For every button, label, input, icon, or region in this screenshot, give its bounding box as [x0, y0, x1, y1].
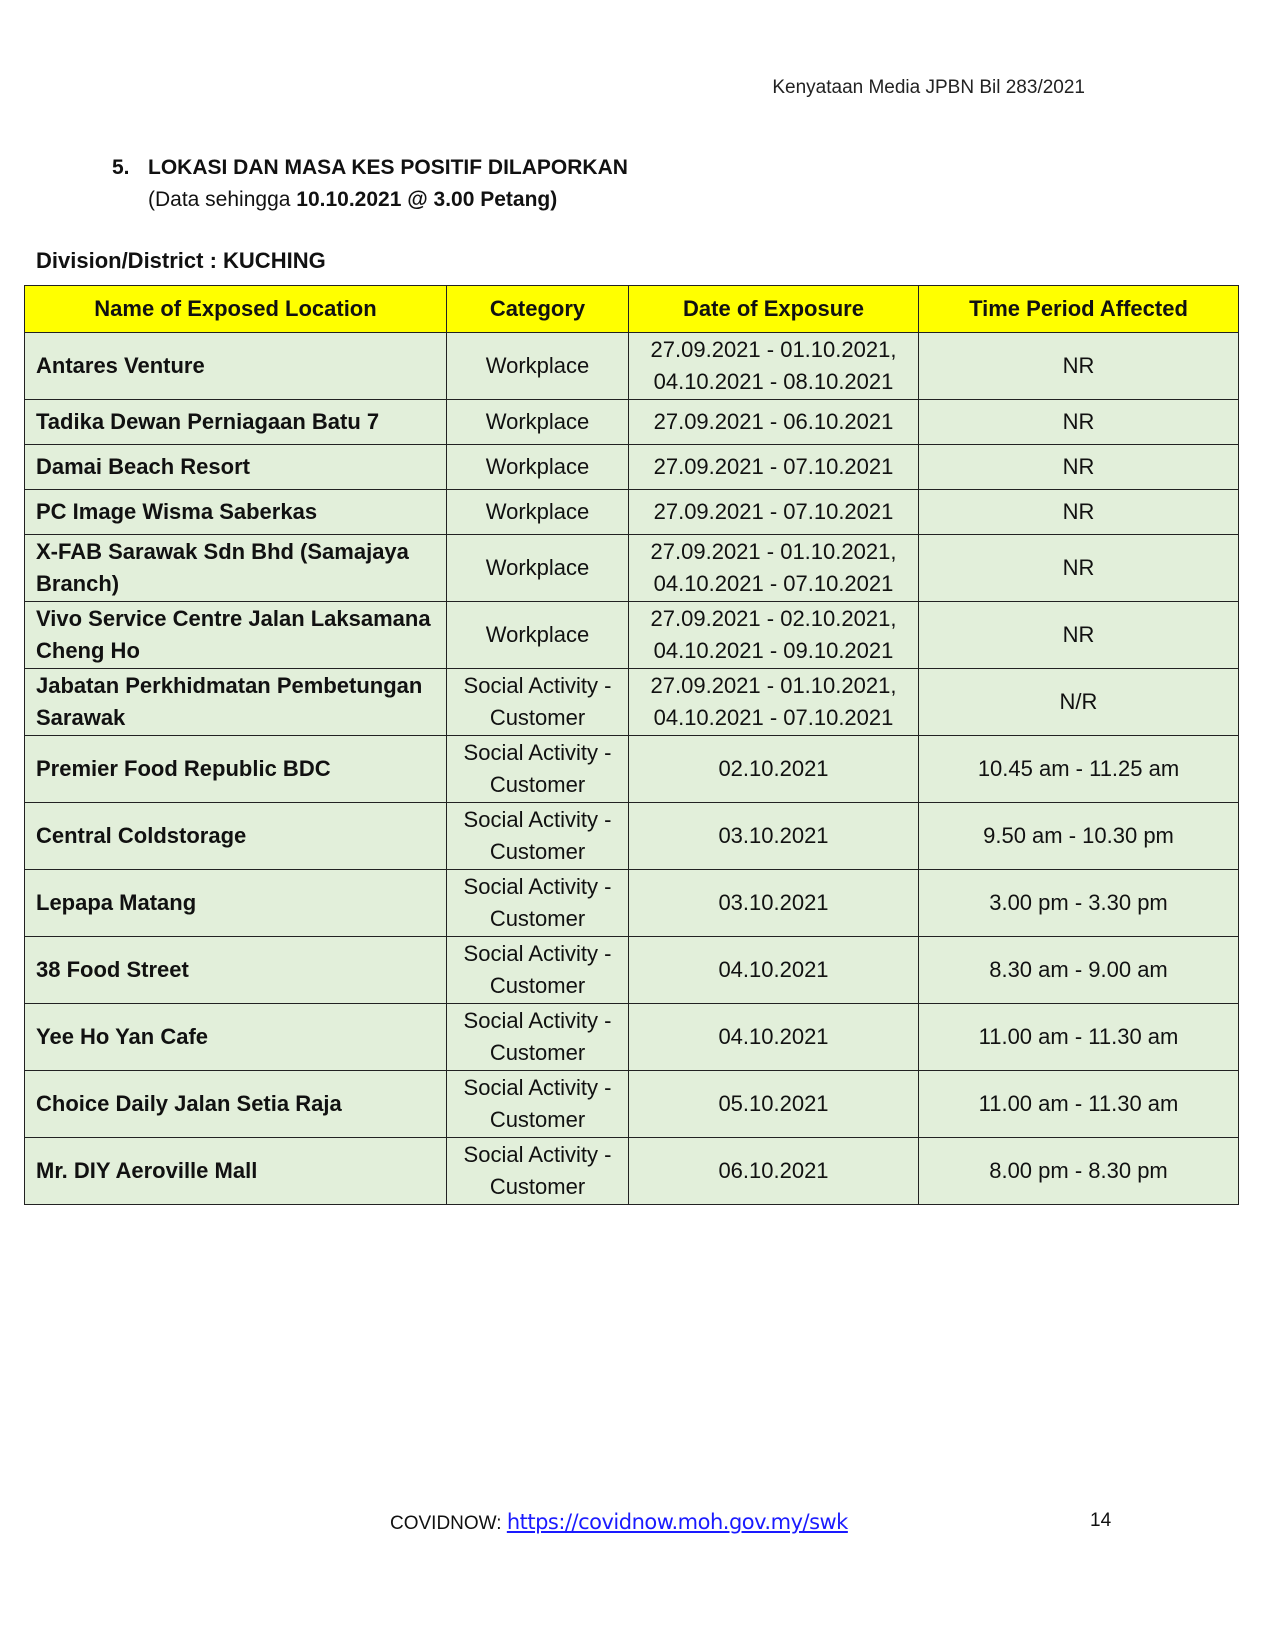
location-cell: Choice Daily Jalan Setia Raja	[25, 1071, 447, 1138]
category-cell: Social Activity - Customer	[447, 937, 629, 1004]
table-row	[25, 937, 1239, 1004]
date-cell: 27.09.2021 - 07.10.2021	[629, 445, 919, 490]
table-row	[25, 333, 1239, 400]
time-cell: 3.00 pm - 3.30 pm	[919, 870, 1239, 937]
location-cell: X-FAB Sarawak Sdn Bhd (Samajaya Branch)	[25, 535, 447, 602]
column-header: Date of Exposure	[629, 286, 919, 333]
category-cell: Social Activity - Customer	[447, 1071, 629, 1138]
category-cell: Workplace	[447, 445, 629, 490]
covidnow-link[interactable]: https://covidnow.moh.gov.my/swk	[506, 1510, 848, 1534]
date-cell: 03.10.2021	[629, 870, 919, 937]
table-row	[25, 445, 1239, 490]
category-cell: Social Activity - Customer	[447, 736, 629, 803]
time-cell: NR	[919, 535, 1239, 602]
location-cell: Lepapa Matang	[25, 870, 447, 937]
category-cell: Social Activity - Customer	[447, 870, 629, 937]
document-reference: Kenyataan Media JPBN Bil 283/2021	[772, 77, 1085, 98]
date-cell: 04.10.2021	[629, 1004, 919, 1071]
column-header: Name of Exposed Location	[25, 286, 447, 333]
category-cell: Social Activity - Customer	[447, 669, 629, 736]
section-heading	[112, 156, 628, 180]
time-cell: 10.45 am - 11.25 am	[919, 736, 1239, 803]
footer-label: COVIDNOW:	[390, 1513, 507, 1534]
location-cell: Damai Beach Resort	[25, 445, 447, 490]
data-note-prefix: (Data sehingga	[148, 188, 297, 211]
data-cutoff-note	[148, 188, 557, 212]
section-number: 5.	[112, 156, 130, 179]
location-cell: Antares Venture	[25, 333, 447, 400]
table-row	[25, 602, 1239, 669]
table-row	[25, 490, 1239, 535]
date-cell: 02.10.2021	[629, 736, 919, 803]
time-cell: 8.00 pm - 8.30 pm	[919, 1138, 1239, 1205]
footer-covidnow	[390, 1510, 848, 1535]
location-cell: Yee Ho Yan Cafe	[25, 1004, 447, 1071]
location-cell: 38 Food Street	[25, 937, 447, 1004]
time-cell: 11.00 am - 11.30 am	[919, 1004, 1239, 1071]
category-cell: Social Activity - Customer	[447, 1138, 629, 1205]
category-cell: Workplace	[447, 602, 629, 669]
location-cell: Vivo Service Centre Jalan Laksamana Cheng Ho	[25, 602, 447, 669]
location-cell: Premier Food Republic BDC	[25, 736, 447, 803]
time-cell: 11.00 am - 11.30 am	[919, 1071, 1239, 1138]
data-note-date: 10.10.2021 @ 3.00 Petang)	[296, 188, 558, 211]
category-cell: Social Activity - Customer	[447, 1004, 629, 1071]
location-cell: Central Coldstorage	[25, 803, 447, 870]
table-row	[25, 1138, 1239, 1205]
time-cell: NR	[919, 490, 1239, 535]
location-cell: PC Image Wisma Saberkas	[25, 490, 447, 535]
table-row	[25, 803, 1239, 870]
table-row	[25, 736, 1239, 803]
date-cell: 05.10.2021	[629, 1071, 919, 1138]
category-cell: Workplace	[447, 535, 629, 602]
date-cell: 04.10.2021	[629, 937, 919, 1004]
category-cell: Workplace	[447, 400, 629, 445]
date-cell: 03.10.2021	[629, 803, 919, 870]
category-cell: Workplace	[447, 490, 629, 535]
page-number: 14	[1090, 1510, 1112, 1531]
time-cell: NR	[919, 602, 1239, 669]
table-row	[25, 1071, 1239, 1138]
table-row	[25, 535, 1239, 602]
category-cell: Workplace	[447, 333, 629, 400]
date-cell: 27.09.2021 - 02.10.2021, 04.10.2021 - 09.10.2021	[629, 602, 919, 669]
time-cell: NR	[919, 445, 1239, 490]
category-cell: Social Activity - Customer	[447, 803, 629, 870]
table-row	[25, 400, 1239, 445]
time-cell: 8.30 am - 9.00 am	[919, 937, 1239, 1004]
table-row	[25, 1004, 1239, 1071]
location-cell: Tadika Dewan Perniagaan Batu 7	[25, 400, 447, 445]
date-cell: 27.09.2021 - 01.10.2021, 04.10.2021 - 07.10.2021	[629, 669, 919, 736]
time-cell: NR	[919, 333, 1239, 400]
table-row	[25, 870, 1239, 937]
time-cell: N/R	[919, 669, 1239, 736]
location-cell: Mr. DIY Aeroville Mall	[25, 1138, 447, 1205]
date-cell: 27.09.2021 - 06.10.2021	[629, 400, 919, 445]
location-cell: Jabatan Perkhidmatan Pembetungan Sarawak	[25, 669, 447, 736]
date-cell: 27.09.2021 - 01.10.2021, 04.10.2021 - 08.10.2021	[629, 333, 919, 400]
division-label: Division/District : KUCHING	[36, 248, 326, 273]
table-header-row	[25, 286, 1239, 333]
date-cell: 27.09.2021 - 07.10.2021	[629, 490, 919, 535]
section-title: LOKASI DAN MASA KES POSITIF DILAPORKAN	[148, 156, 628, 179]
time-cell: 9.50 am - 10.30 pm	[919, 803, 1239, 870]
date-cell: 27.09.2021 - 01.10.2021, 04.10.2021 - 07.10.2021	[629, 535, 919, 602]
column-header: Time Period Affected	[919, 286, 1239, 333]
exposure-table	[24, 285, 1239, 1205]
time-cell: NR	[919, 400, 1239, 445]
table-row	[25, 669, 1239, 736]
column-header: Category	[447, 286, 629, 333]
date-cell: 06.10.2021	[629, 1138, 919, 1205]
